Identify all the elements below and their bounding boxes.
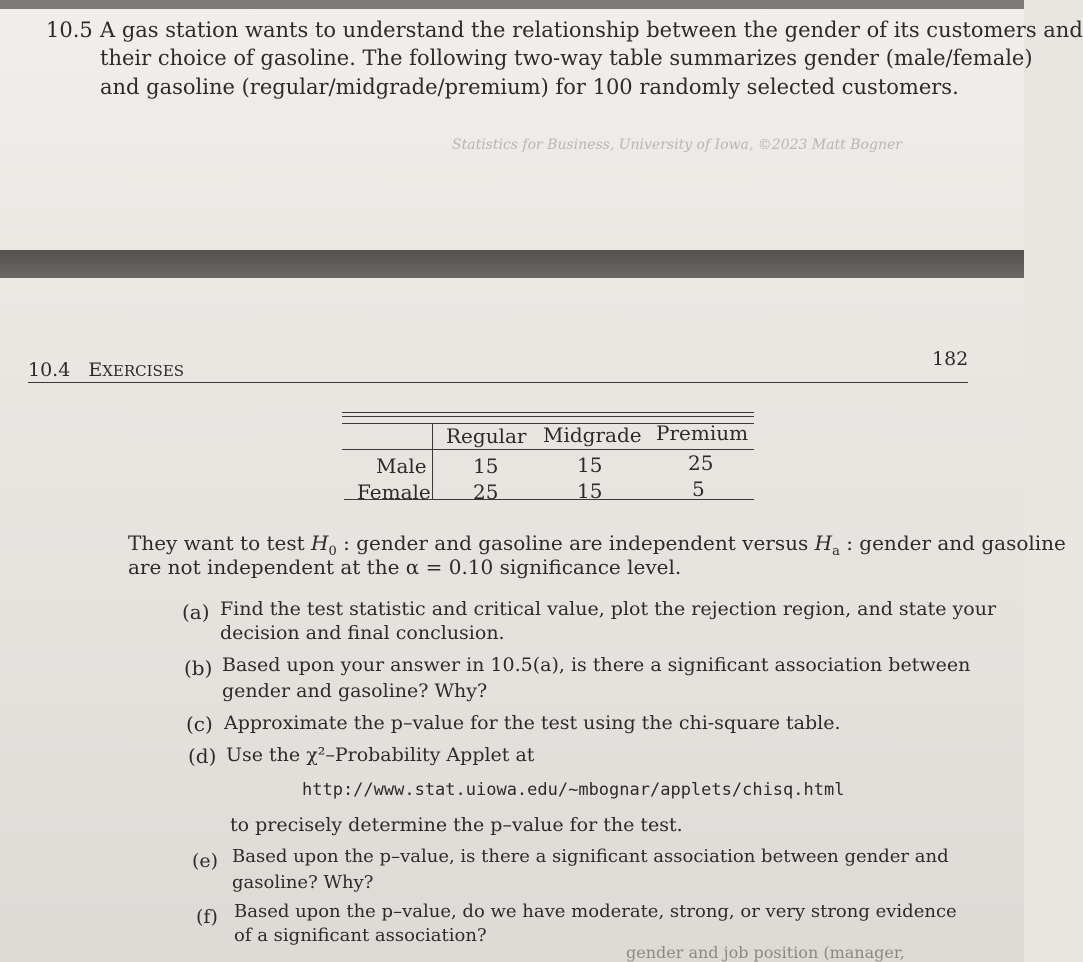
null-hypothesis-text: : gender and gasoline are independent versus (336, 531, 815, 555)
page-number: 182 (932, 348, 969, 370)
cell-male-regular: 15 (473, 454, 499, 478)
part-e-label: (e) (192, 850, 219, 872)
cell-female-midgrade: 15 (577, 479, 603, 503)
previous-page (0, 0, 1083, 250)
part-d-line-2: to precisely determine the p–value for the test. (230, 814, 683, 836)
part-d-line-1: Use the χ²–Probability Applet at (226, 744, 535, 766)
section-title-initial: E (88, 359, 103, 381)
page-edge-shadow (0, 0, 1024, 9)
row-label-female: Female (357, 480, 431, 504)
table-top-rule-1 (342, 412, 754, 413)
column-header-regular: Regular (446, 424, 527, 448)
section-title-rest: XERCISES (102, 362, 185, 380)
part-f-line-1: Based upon the p–value, do we have moderate, strong, or very strong evidence (234, 901, 957, 922)
part-c-line-1: Approximate the p–value for the test using the chi-square table. (224, 712, 841, 734)
problem-line-2: their choice of gasoline. The following two-way table summarizes gender (male/female) (100, 46, 1033, 70)
part-c-label: (c) (186, 712, 213, 736)
section-heading (28, 359, 184, 381)
part-e-line-1: Based upon the p–value, is there a significant association between gender and (232, 846, 949, 867)
section-title (88, 359, 184, 381)
part-e-line-2: gasoline? Why? (232, 872, 374, 893)
part-b-label: (b) (184, 656, 213, 680)
cutoff-text: gender and job position (manager, (626, 943, 905, 962)
row-label-male: Male (376, 454, 427, 478)
hypothesis-line-2: are not independent at the α = 0.10 significance level. (128, 555, 682, 579)
header-rule (28, 382, 968, 383)
cell-male-midgrade: 15 (577, 453, 603, 477)
part-f-label: (f) (196, 906, 218, 928)
part-a-line-2: decision and final conclusion. (220, 622, 505, 644)
null-hypothesis-subscript: 0 (328, 544, 337, 559)
alt-hypothesis-symbol: H (814, 531, 833, 555)
hypothesis-intro: They want to test (128, 531, 311, 555)
problem-line-3: and gasoline (regular/midgrade/premium) for 100 randomly selected customers. (100, 75, 959, 99)
part-a-label: (a) (182, 600, 210, 624)
cell-female-premium: 5 (692, 477, 705, 501)
page-gap (0, 250, 1024, 278)
cell-male-premium: 25 (688, 451, 714, 475)
part-b-line-2: gender and gasoline? Why? (222, 680, 488, 702)
section-number: 10.4 (28, 359, 71, 381)
column-header-premium: Premium (656, 421, 749, 445)
table-top-rule-2 (342, 416, 754, 417)
part-f-line-2: of a significant association? (234, 925, 487, 946)
applet-url-link[interactable]: http://www.stat.uiowa.edu/~mbognar/applets/chisq.html (302, 780, 845, 800)
copyright-credit: Statistics for Business, University of Iowa, ©2023 Matt Bogner (452, 137, 902, 153)
problem-number: 10.5 (46, 18, 93, 42)
column-header-midgrade: Midgrade (543, 423, 642, 447)
part-b-line-1: Based upon your answer in 10.5(a), is there a significant association between (222, 654, 971, 676)
null-hypothesis-symbol: H (311, 531, 329, 555)
alt-hypothesis-subscript: a (832, 544, 840, 559)
problem-line-1: A gas station wants to understand the relationship between the gender of its customers and (100, 18, 1083, 42)
table-vertical-rule (432, 424, 433, 500)
alt-hypothesis-text: : gender and gasoline (839, 531, 1066, 555)
part-a-line-1: Find the test statistic and critical value, plot the rejection region, and state your (220, 598, 997, 620)
part-d-label: (d) (188, 744, 217, 768)
table-header-rule (342, 449, 754, 450)
cell-female-regular: 25 (473, 480, 499, 504)
